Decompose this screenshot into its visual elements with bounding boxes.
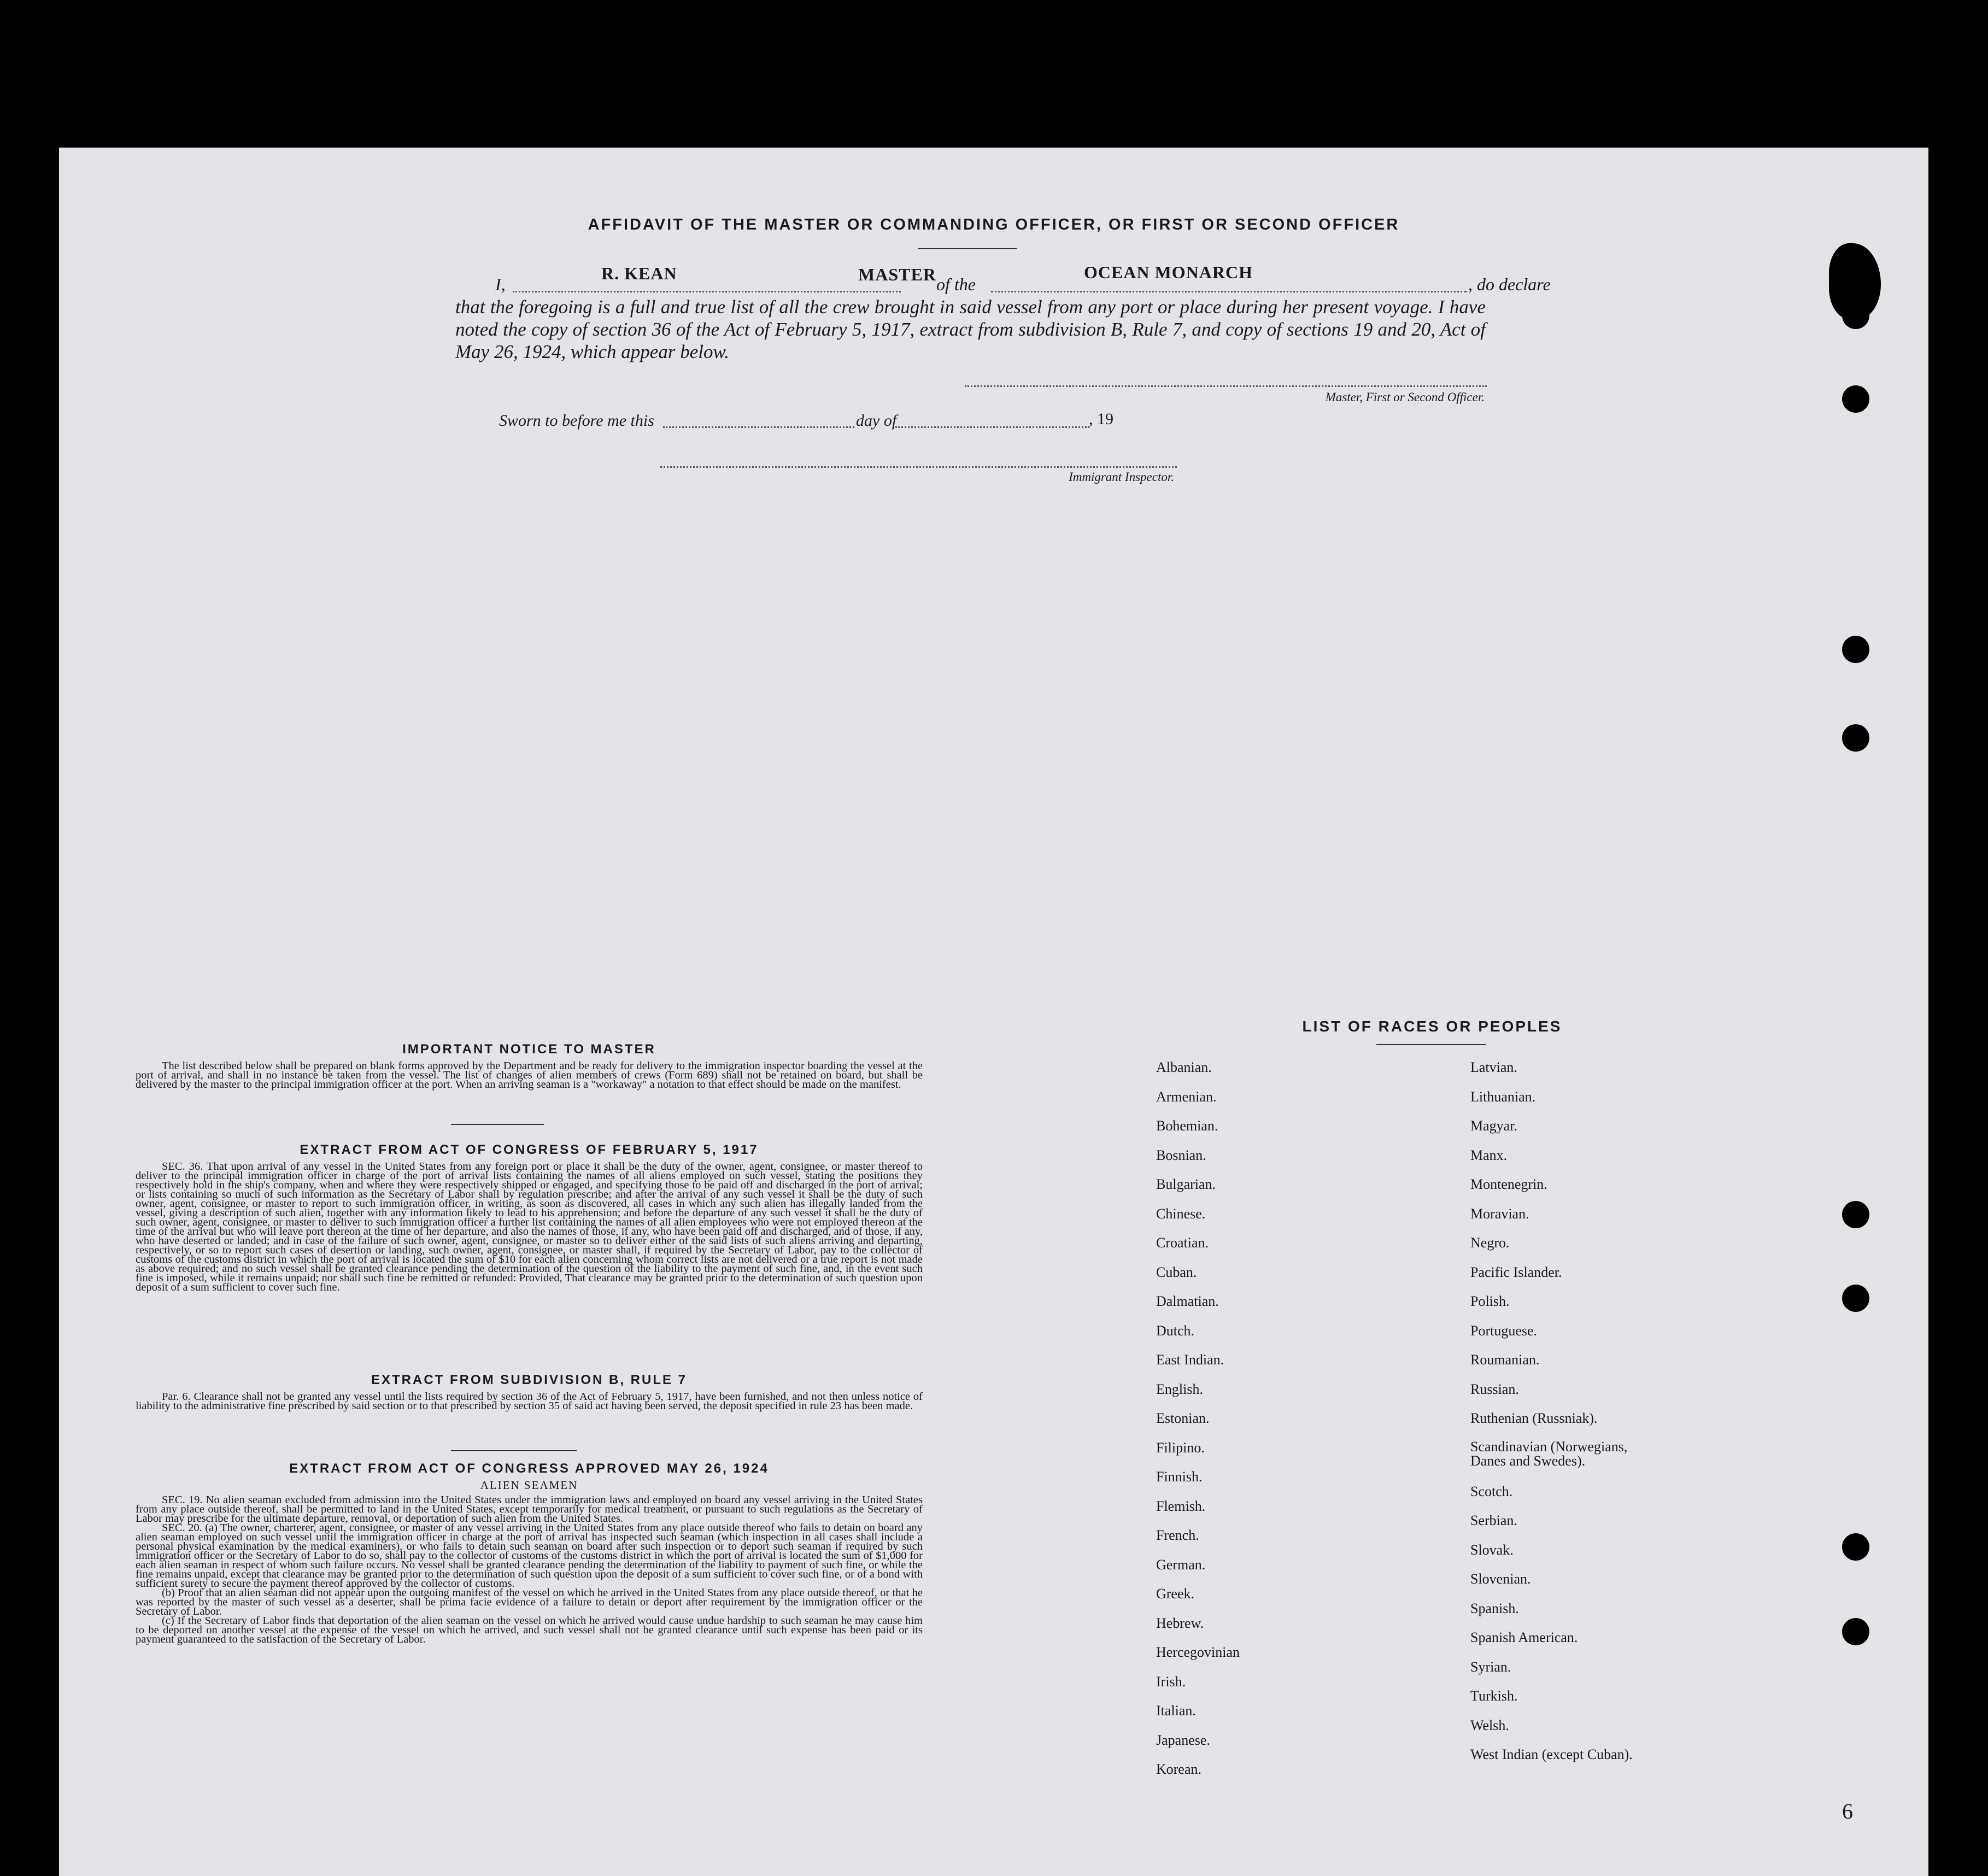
race-item: Estonian.: [1156, 1410, 1210, 1426]
race-item: Italian.: [1156, 1703, 1196, 1719]
race-item: Magyar.: [1470, 1118, 1517, 1134]
punch-hole: [1842, 724, 1869, 752]
race-item: Moravian.: [1470, 1205, 1529, 1222]
race-item: Scotch.: [1470, 1483, 1513, 1499]
extract-1924-heading: EXTRACT FROM ACT OF CONGRESS APPROVED MAY 26, 1924: [289, 1461, 769, 1476]
race-item: Portuguese.: [1470, 1322, 1538, 1339]
punch-hole: [1842, 1618, 1869, 1645]
punch-hole: [1842, 1285, 1869, 1312]
sworn-label: Sworn to before me this: [499, 412, 654, 430]
of-the-label: of the: [936, 274, 976, 294]
race-item: Flemish.: [1156, 1498, 1206, 1514]
document-page: [59, 148, 1928, 1876]
race-item: Syrian.: [1470, 1658, 1511, 1675]
races-heading: LIST OF RACES OR PEOPLES: [1302, 1018, 1562, 1035]
race-item: Manx.: [1470, 1147, 1508, 1163]
sworn-day-line: [663, 426, 854, 428]
sworn-month-line: [895, 426, 1089, 428]
race-item: Bosnian.: [1156, 1147, 1206, 1163]
race-item: Bulgarian.: [1156, 1176, 1216, 1192]
race-item: Hebrew.: [1156, 1615, 1204, 1631]
signature-caption: Master, First or Second Officer.: [1325, 390, 1485, 404]
race-item: Latvian.: [1470, 1059, 1517, 1075]
notice-heading: IMPORTANT NOTICE TO MASTER: [402, 1042, 656, 1057]
race-item: Filipino.: [1156, 1439, 1205, 1456]
race-item: Croatian.: [1156, 1235, 1209, 1251]
title-divider: [918, 248, 1017, 249]
race-item: Japanese.: [1156, 1732, 1210, 1748]
race-item: Spanish.: [1470, 1600, 1519, 1616]
affidavit-statement: that the foregoing is a full and true list of all the crew brought in said vessel from any port or place during her present voyage. I have noted the copy of section 36 of the Act of February 5, 1917, extract from subdivision B, Rule 7, and copy of sections 19 and 20, Act of May 26, 1924, which appear below.: [455, 296, 1486, 362]
race-item: Slovak.: [1470, 1541, 1514, 1558]
race-item: East Indian.: [1156, 1352, 1224, 1368]
race-item: Hercegovinian: [1156, 1644, 1240, 1660]
race-item: Dalmatian.: [1156, 1293, 1219, 1309]
sec19-text: SEC. 19. No alien seaman excluded from admission into the United States under the immigration laws and employed on board any vessel arriving in the United States from any place outside thereof, shall be permitted to land in the United States, except temporarily for medical treatment, or pursuant to such regulations as the Secretary of Labor may prescribe for the ultimate departure, removal, or deportation of such alien from the United States.: [136, 1494, 923, 1525]
race-item: Slovenian.: [1470, 1571, 1531, 1587]
race-item: Turkish.: [1470, 1688, 1518, 1704]
sec20b-text: (b) Proof that an alien seaman did not appear upon the outgoing manifest of the vessel on which he arrived in the United States from any place outside thereof, or that he was reported by the master of such vessel as a deserter, shall be prima facie evidence of a failure to detain or deport after requirement by the immigration officer or the Secretary of Labor.: [136, 1587, 923, 1617]
master-name: R. KEAN: [601, 263, 677, 283]
race-item: Bohemian.: [1156, 1118, 1218, 1134]
day-of-label: day of: [856, 412, 897, 430]
race-item: West Indian (except Cuban).: [1470, 1746, 1633, 1762]
extract-rule7-heading: EXTRACT FROM SUBDIVISION B, RULE 7: [371, 1373, 688, 1387]
affidavit-pronoun: I,: [495, 274, 506, 294]
race-item: Lithuanian.: [1470, 1088, 1536, 1105]
race-item: Roumanian.: [1470, 1352, 1540, 1368]
race-item: Albanian.: [1156, 1059, 1212, 1075]
race-item: Korean.: [1156, 1761, 1202, 1777]
race-item: Polish.: [1470, 1293, 1510, 1309]
page-mark: 6: [1842, 1799, 1853, 1824]
extract-1924-subheading: ALIEN SEAMEN: [480, 1479, 578, 1492]
race-item: Negro.: [1470, 1235, 1510, 1251]
notice-text: The list described below shall be prepared on blank forms approved by the Department and be ready for delivery to the immigration inspector boarding the vessel at the port of arrival, and shall in no instance be taken from the vessel. The list of changes of alien members of crews (Form 689) shall not be retained on board, but shall be delivered by the master to the principal immigration officer at the port. When an arriving seaman is a "workaway" a notation to that effect should be made on the manifest.: [136, 1060, 923, 1091]
races-divider: [1376, 1044, 1486, 1045]
punch-hole: [1842, 1201, 1869, 1228]
divider: [451, 1124, 544, 1125]
sec20a-text: SEC. 20. (a) The owner, charterer, agent, consignee, or master of any vessel arriving in the United States from any place outside thereof who fails to detain on board any alien seaman employed on such vessel until the immigration officer in charge at the port of arrival has inspected such seaman (which inspection in all cases shall include a personal physical examination by the medical examiners), or who fails to detain such seaman on board after such inspection or to deport such seaman if required by such immigration officer or the Secretary of Labor to do so, shall pay to the collector of customs of the customs district in which the port of arrival is located the sum of $1,000 for each alien seaman in respect of whom such failure occurs. No vessel shall be granted clearance pending the determination of the liability to payment of such fine, or while the fine remains unpaid, except that clearance may be granted prior to the determination of such question upon the deposit of a sum sufficient to cover such fine, or of a bond with sufficient surety to secure the payment thereof approved by the collector of customs.: [136, 1522, 923, 1590]
race-item: Serbian.: [1470, 1512, 1517, 1528]
signature-line: [965, 385, 1487, 387]
race-item: Welsh.: [1470, 1717, 1509, 1733]
race-item: Dutch.: [1156, 1322, 1195, 1339]
do-declare-label: , do declare: [1468, 274, 1551, 294]
inspector-line: [660, 466, 1177, 468]
affidavit-title: AFFIDAVIT OF THE MASTER OR COMMANDING OFFICER, OR FIRST OR SECOND OFFICER: [588, 216, 1400, 233]
vessel-name: OCEAN MONARCH: [1084, 262, 1253, 282]
punch-hole: [1842, 1533, 1869, 1561]
year-label: , 19: [1089, 410, 1113, 428]
race-item: Scandinavian (Norwegians, Danes and Swedes).: [1470, 1438, 1628, 1469]
punch-hole: [1842, 636, 1869, 663]
race-item: English.: [1156, 1381, 1203, 1397]
inspector-caption: Immigrant Inspector.: [1069, 470, 1174, 484]
race-item: Cuban.: [1156, 1264, 1197, 1280]
race-item: French.: [1156, 1527, 1199, 1543]
race-item: Pacific Islander.: [1470, 1264, 1562, 1280]
race-item: Armenian.: [1156, 1088, 1217, 1105]
race-item: Greek.: [1156, 1586, 1195, 1602]
punch-hole: [1842, 302, 1869, 329]
race-item: Ruthenian (Russniak).: [1470, 1410, 1598, 1426]
race-item: German.: [1156, 1556, 1206, 1573]
race-item: Russian.: [1470, 1381, 1519, 1397]
vessel-line: [991, 291, 1467, 292]
punch-hole: [1842, 385, 1869, 413]
race-item: Chinese.: [1156, 1205, 1206, 1222]
divider: [451, 1450, 577, 1451]
extract-1917-text: SEC. 36. That upon arrival of any vessel in the United States from any foreign port or place it shall be the duty of the owner, agent, consignee, or master thereof to deliver to the principal immigration officer in charge of the port of arrival lists containing the names of all aliens employed on such vessel, stating the positions they respectively hold in the ship's company, when and where they were respectively shipped or engaged, and specifying those to be paid off and discharged in the port of arrival; or lists containing so much of such information as the Secretary of Labor shall by regulation prescribe; and after the arrival of any such vessel it shall be the duty of such owner, agent, consignee, or master to report to such immigration officer, in writing, as soon as discovered, all cases in which any such alien has illegally landed from the vessel, giving a description of such alien, together with any information likely to lead to his apprehension; and before the departure of any such vessel it shall be the duty of such owner, agent, consignee, or master to deliver to such immigration officer a further list containing the names of all alien employees who were not employed thereon at the time of the arrival but who will leave port thereon at the time of her departure, and also the names of those, if any, who have been paid off and discharged, and of those, if any, who have deserted or landed; and in case of the failure of such owner, agent, consignee, or master so to deliver either of the said lists of such aliens arriving and departing, respectively, or so to report such cases of desertion or landing, such owner, agent, consignee, or master shall, if required by the Secretary of Labor, pay to the collector of customs of the customs district in which the port of arrival is located the sum of $10 for each alien concerning whom correct lists are not delivered or a true report is not made as above required; and no such vessel shall be granted clearance pending the determination of the question of the liability to the payment of such fine, and, in the event such fine is imposed, while it remains unpaid; nor shall such fine be remitted or refunded: Provided, That clearance may be granted prior to the determination of such question upon deposit of a sum sufficient to cover such fine.: [136, 1160, 923, 1293]
race-item: Finnish.: [1156, 1469, 1203, 1485]
race-item: Irish.: [1156, 1673, 1186, 1690]
master-rank: MASTER: [858, 265, 936, 284]
race-item: Spanish American.: [1470, 1629, 1578, 1645]
sec20c-text: (c) If the Secretary of Labor finds that deportation of the alien seaman on the vessel on which he arrived would cause undue hardship to such seaman he may cause him to be deported on another vessel at the expense of the vessel on which he arrived, and such vessel shall not be granted clearance until such expense has been paid or its payment guaranteed to the satisfaction of the Secretary of Labor.: [136, 1615, 923, 1645]
extract-rule7-text: Par. 6. Clearance shall not be granted any vessel until the lists required by section 36 of the Act of February 5, 1917, have been furnished, and not then unless notice of liability to the administrative fine prescribed by said section or to that prescribed by section 35 of said act having been served, the deposit specified in rule 23 has been made.: [136, 1391, 923, 1412]
name-line: [513, 291, 901, 292]
extract-1917-heading: EXTRACT FROM ACT OF CONGRESS OF FEBRUARY 5, 1917: [300, 1142, 759, 1157]
race-item: Montenegrin.: [1470, 1176, 1547, 1192]
